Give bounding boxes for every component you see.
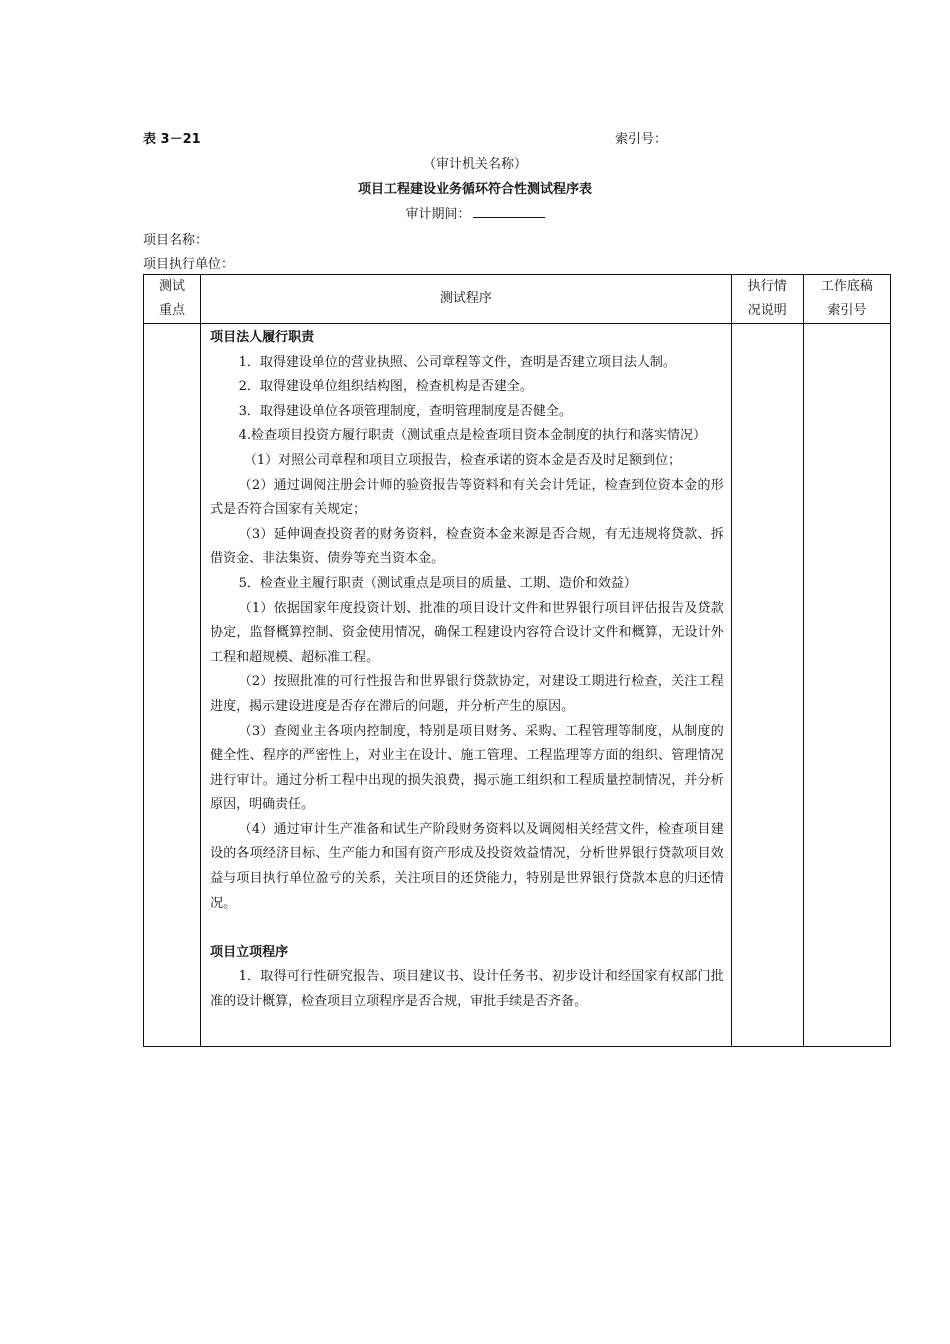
procedure-item: 1．取得可行性研究报告、项目建议书、设计任务书、初步设计和经国家有权部门批准的设计概算，检查项目立项程序是否合规，审批手续是否齐备。 [210, 969, 724, 1010]
procedure-item: （1）依据国家年度投资计划、批准的项目设计文件和世界银行项目评估报告及贷款协定，监督概算控制、资金使用情况，确保工程建设内容符合设计文件和概算，无设计外工程和超规模、超标准工程。 [210, 600, 724, 665]
test-procedure-cell [201, 324, 732, 1047]
document-title: 项目工程建设业务循环符合性测试程序表 [357, 182, 592, 197]
audit-period-blank [473, 204, 545, 218]
procedure-item: （3）查阅业主各项内控制度，特别是项目财务、采购、工程管理等制度，从制度的健全性、程序的严密性上，对业主在设计、施工管理、工程监理等方面的组织、管理情况进行审计。通过分析工程中出现的损失浪费，揭示施工组织和工程质量控制情况，并分析原因，明确责任。 [210, 723, 724, 813]
procedure-item: 3．取得建设单位各项管理制度，查明管理制度是否健全。 [238, 403, 572, 419]
header-test-procedure: 测试程序 [201, 275, 732, 324]
procedure-item: （4）通过审计生产准备和试生产阶段财务资料以及调阅相关经营文件，检查项目建设的各项经济目标、生产能力和国有资产形成及投资效益情况，分析世界银行贷款项目效益与项目执行单位盈亏的关系，关注项目的还贷能力，特别是世界银行贷款本息的归还情况。 [210, 821, 724, 911]
header-test-focus: 测试 重点 [144, 275, 201, 324]
procedure-item: 1．取得建设单位的营业执照、公司章程等文件，查明是否建立项目法人制。 [238, 354, 676, 370]
procedure-item: 4.检查项目投资方履行职责（测试重点是检查项目资本金制度的执行和落实情况） [238, 428, 707, 444]
procedure-item: （3）延伸调查投资者的财务资料，检查资本金来源是否合规，有无违规将贷款、拆借资金、非法集资、债券等充当资本金。 [210, 526, 724, 567]
organization-name: （审计机关名称） [422, 157, 527, 172]
section-title: 项目立项程序 [210, 944, 289, 960]
header-workpaper-ref: 工作底稿 索引号 [803, 275, 890, 324]
test-procedure-table [143, 274, 891, 1047]
section-title: 项目法人履行职责 [210, 330, 315, 345]
table-header-row [144, 275, 891, 324]
index-number-label: 索引号： [615, 132, 668, 147]
procedure-item: 5．检查业主履行职责（测试重点是项目的质量、工期、造价和效益） [238, 575, 637, 591]
test-focus-cell [144, 324, 201, 1047]
procedure-item: （2）按照批准的可行性报告和世界银行贷款协定，对建设工期进行检查，关注工程进度，揭示建设进度是否存在滞后的问题，并分析产生的原因。 [210, 674, 724, 714]
workpaper-ref-cell [803, 324, 890, 1047]
procedure-item: （2）通过调阅注册会计师的验资报告等资料和有关会计凭证，检查到位资本金的形式是否符合国家有关规定； [210, 477, 724, 518]
table-number: 表 3－21 [143, 132, 201, 147]
header-execution-status: 执行情 况说明 [731, 275, 803, 324]
exec-unit-label: 项目执行单位： [143, 257, 235, 272]
table-body-row [144, 324, 891, 1047]
audit-period [0, 203, 950, 222]
project-name-label: 项目名称： [143, 233, 209, 248]
procedure-item: 2．取得建设单位组织结构图，检查机构是否建全。 [238, 379, 533, 395]
section-spacer [210, 916, 724, 941]
audit-period-label: 审计期间： [405, 207, 471, 222]
procedure-item: （1）对照公司章程和项目立项报告，检查承诺的资本金是否及时足额到位； [243, 452, 682, 468]
execution-status-cell [731, 324, 803, 1047]
